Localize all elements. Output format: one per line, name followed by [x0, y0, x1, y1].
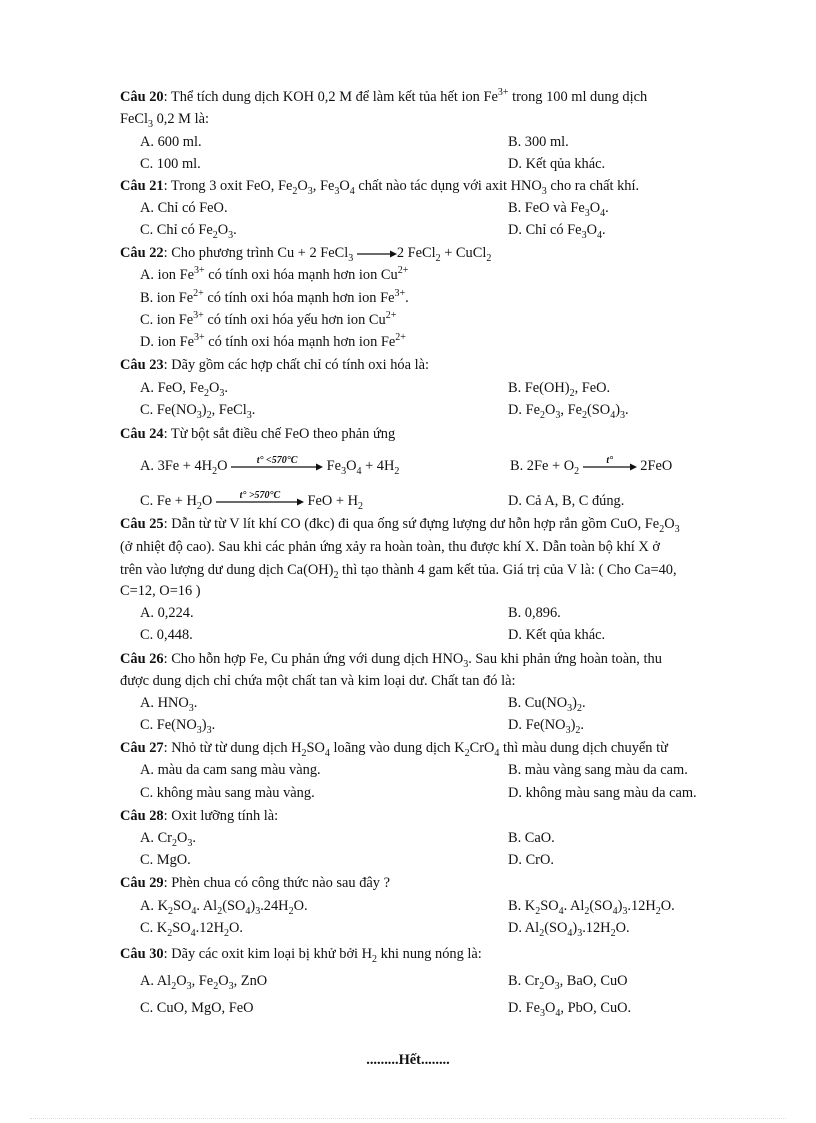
- reaction-arrow: t° >570°C: [216, 498, 304, 506]
- stem-text: : Thể tích dung dịch KOH 0,2 M để làm kết tủa hết ion Fe: [163, 89, 498, 105]
- question-27-stem: Câu 27: Nhỏ từ từ dung dịch $H_2SO_4$ loãng vào dung dịch $K_2CrO_4$ thì màu dung dịch chuyển từ: [120, 740, 668, 759]
- option-c: C. không màu sang màu vàng.: [140, 785, 315, 801]
- option-a: A. ion $Fe^{3+}$ có tính oxi hóa mạnh hơn ion $Cu^{2+}$: [140, 265, 409, 283]
- option-b: B. ion $Fe^{2+}$ có tính oxi hóa mạnh hơn ion $Fe^{3+}$.: [140, 288, 409, 306]
- question-number: Câu 26: [120, 651, 164, 667]
- question-25-stem-line3: trên vào lượng dư dung dịch $Ca(OH)_2$ thì tạo thành 4 gam kết tủa. Giá trị của V là: ( Cho Ca=40,: [120, 562, 677, 581]
- option-b: B. màu vàng sang màu da cam.: [508, 762, 688, 778]
- question-number: Câu 21: [120, 178, 164, 194]
- stem-text: : Phèn chua có công thức nào sau đây ?: [163, 875, 390, 891]
- option-a: A. $K_2SO_4$. $Al_2(SO_4)_3.24H_2O$.: [140, 898, 308, 917]
- question-30-stem: Câu 30: Dãy các oxit kim loại bị khử bởi $H_2$ khi nung nóng là:: [120, 946, 482, 965]
- option-a: A. $HNO_3$.: [140, 695, 198, 714]
- option-d: D. $Fe_2O_3$, $Fe_2(SO_4)_3$.: [508, 402, 629, 421]
- question-26-stem-line2: được dung dịch chỉ chứa một chất tan và kim loại dư. Chất tan đó là:: [120, 673, 516, 689]
- option-d: D. Kết qủa khác.: [508, 627, 606, 643]
- option-d: D. $Al_2(SO_4)_3.12H_2O$.: [508, 920, 630, 939]
- question-20-stem-line2: [120, 108, 209, 130]
- question-number: Câu 27: [120, 740, 164, 756]
- subscript: 3: [148, 118, 153, 130]
- stem-text: trong 100 ml dung dịch: [508, 89, 648, 105]
- option-a: A. $Cr_2O_3$.: [140, 830, 196, 849]
- option-d: D. không màu sang màu da cam.: [508, 785, 697, 801]
- question-22-stem: Câu 22: Cho phương trình Cu + 2 FeCl$_3$ 2 FeCl$_2$ + CuCl$_2$: [120, 245, 492, 264]
- option-d: D. $Fe_3O_4$, PbO, CuO.: [508, 1000, 632, 1019]
- option-c: C. 0,448.: [140, 627, 193, 643]
- question-26-stem: Câu 26: Cho hỗn hợp Fe, Cu phản ứng với dung dịch $HNO_3$. Sau khi phản ứng hoàn toàn, thu: [120, 651, 662, 670]
- question-number: Câu 28: [120, 808, 164, 824]
- stem-text: 0,2 M là:: [153, 111, 209, 127]
- option-d: D. Kết qủa khác.: [508, 156, 606, 172]
- question-25-stem-line4: C=12, O=16 ): [120, 583, 201, 599]
- option-c: C. Chỉ có $Fe_2O_3$.: [140, 222, 237, 241]
- question-number: Câu 20: [120, 89, 164, 105]
- option-c: C. ion $Fe^{3+}$ có tính oxi hóa yếu hơn ion $Cu^{2+}$: [140, 310, 397, 328]
- question-number: Câu 25: [120, 516, 164, 532]
- question-number: Câu 24: [120, 426, 164, 442]
- question-24-stem: [120, 423, 395, 445]
- reaction-arrow: [357, 250, 397, 258]
- question-23-stem: [120, 354, 429, 376]
- option-c: C. $Fe(NO_3)_3$.: [140, 717, 216, 736]
- superscript: 3+: [497, 87, 509, 99]
- option-b: B. $K_2SO_4$. $Al_2(SO_4)_3.12H_2O$.: [508, 898, 675, 917]
- option-a: A. màu da cam sang màu vàng.: [140, 762, 321, 778]
- page-edge-divider: [30, 1118, 786, 1119]
- option-b: B. $Cr_2O_3$, BaO, CuO: [508, 973, 628, 992]
- stem-text: FeCl: [120, 111, 148, 127]
- option-c: C. 100 ml.: [140, 156, 201, 172]
- option-b: B. $Cu(NO_3)_2$.: [508, 695, 586, 714]
- option-a: A. FeO, $Fe_2O_3$.: [140, 380, 228, 399]
- option-text: C. Chỉ có Fe: [140, 222, 213, 238]
- stem-text: : Oxit lưỡng tính là:: [163, 808, 279, 824]
- option-c: C. $Fe(NO_3)_2$, FeCl$_3$.: [140, 402, 256, 421]
- question-number: Câu 22: [120, 245, 164, 261]
- option-d: D. CrO.: [508, 852, 554, 868]
- stem-text: : Dãy gồm các hợp chất chỉ có tính oxi hóa là:: [163, 357, 429, 373]
- option-c: C. $Fe + H_2O$ t° >570°C FeO + $H_2$: [140, 489, 363, 512]
- option-b: B. FeO và $Fe_3O_4$.: [508, 200, 609, 219]
- question-number: Câu 29: [120, 875, 164, 891]
- option-c: C. CuO, MgO, FeO: [140, 1000, 254, 1016]
- stem-text: : Từ bột sắt điều chế FeO theo phản ứng: [163, 426, 396, 442]
- option-b: B. $Fe(OH)_2$, FeO.: [508, 380, 611, 399]
- question-25-stem: Câu 25: Dẫn từ từ V lít khí CO (đkc) đi qua ống sứ đựng lượng dư hỗn hợp rắn gồm CuO, $Fe_2O_3$: [120, 516, 680, 535]
- question-29-stem: [120, 872, 390, 894]
- option-d: D. Cả A, B, C đúng.: [508, 493, 625, 509]
- option-b: B. 0,896.: [508, 605, 561, 621]
- option-a: A. $Al_2O_3$, $Fe_2O_3$, ZnO: [140, 973, 268, 992]
- option-c: C. $K_2SO_4.12H_2O$.: [140, 920, 243, 939]
- question-number: Câu 30: [120, 946, 164, 962]
- end-marker: .........Hết........: [366, 1052, 450, 1068]
- option-a: A. Chỉ có FeO.: [140, 200, 228, 216]
- question-25-stem-line2: (ở nhiệt độ cao). Sau khi các phản ứng xảy ra hoàn toàn, thu được khí X. Dẫn toàn bộ khí X ở: [120, 539, 660, 555]
- question-20-stem: [120, 86, 647, 108]
- option-b: B. 300 ml.: [508, 134, 569, 150]
- reaction-arrow: t° <570°C: [231, 463, 323, 471]
- option-b: B. $2Fe + O_2$ t° 2FeO: [510, 454, 673, 477]
- option-a: A. $3Fe + 4H_2O$ t° <570°C $Fe_3O_4 + 4H_2$: [140, 454, 400, 477]
- option-d: D. ion $Fe^{3+}$ có tính oxi hóa mạnh hơn ion $Fe^{2+}$: [140, 332, 406, 350]
- option-a: A. 0,224.: [140, 605, 194, 621]
- option-d: D. Chỉ có $Fe_3O_4$.: [508, 222, 606, 241]
- option-a: A. 600 ml.: [140, 134, 202, 150]
- option-c: C. MgO.: [140, 852, 191, 868]
- question-28-stem: [120, 805, 278, 827]
- reaction-arrow: t°: [583, 463, 637, 471]
- question-number: Câu 23: [120, 357, 164, 373]
- question-21-stem: Câu 21: Trong 3 oxit FeO, $Fe_2O_3$, $Fe_3O_4$ chất nào tác dụng với axit $HNO_3$ cho ra chất khí.: [120, 178, 640, 197]
- option-text: D. Chỉ có Fe: [508, 222, 582, 238]
- option-d: D. $Fe(NO_3)_2$.: [508, 717, 584, 736]
- option-b: B. CaO.: [508, 830, 555, 846]
